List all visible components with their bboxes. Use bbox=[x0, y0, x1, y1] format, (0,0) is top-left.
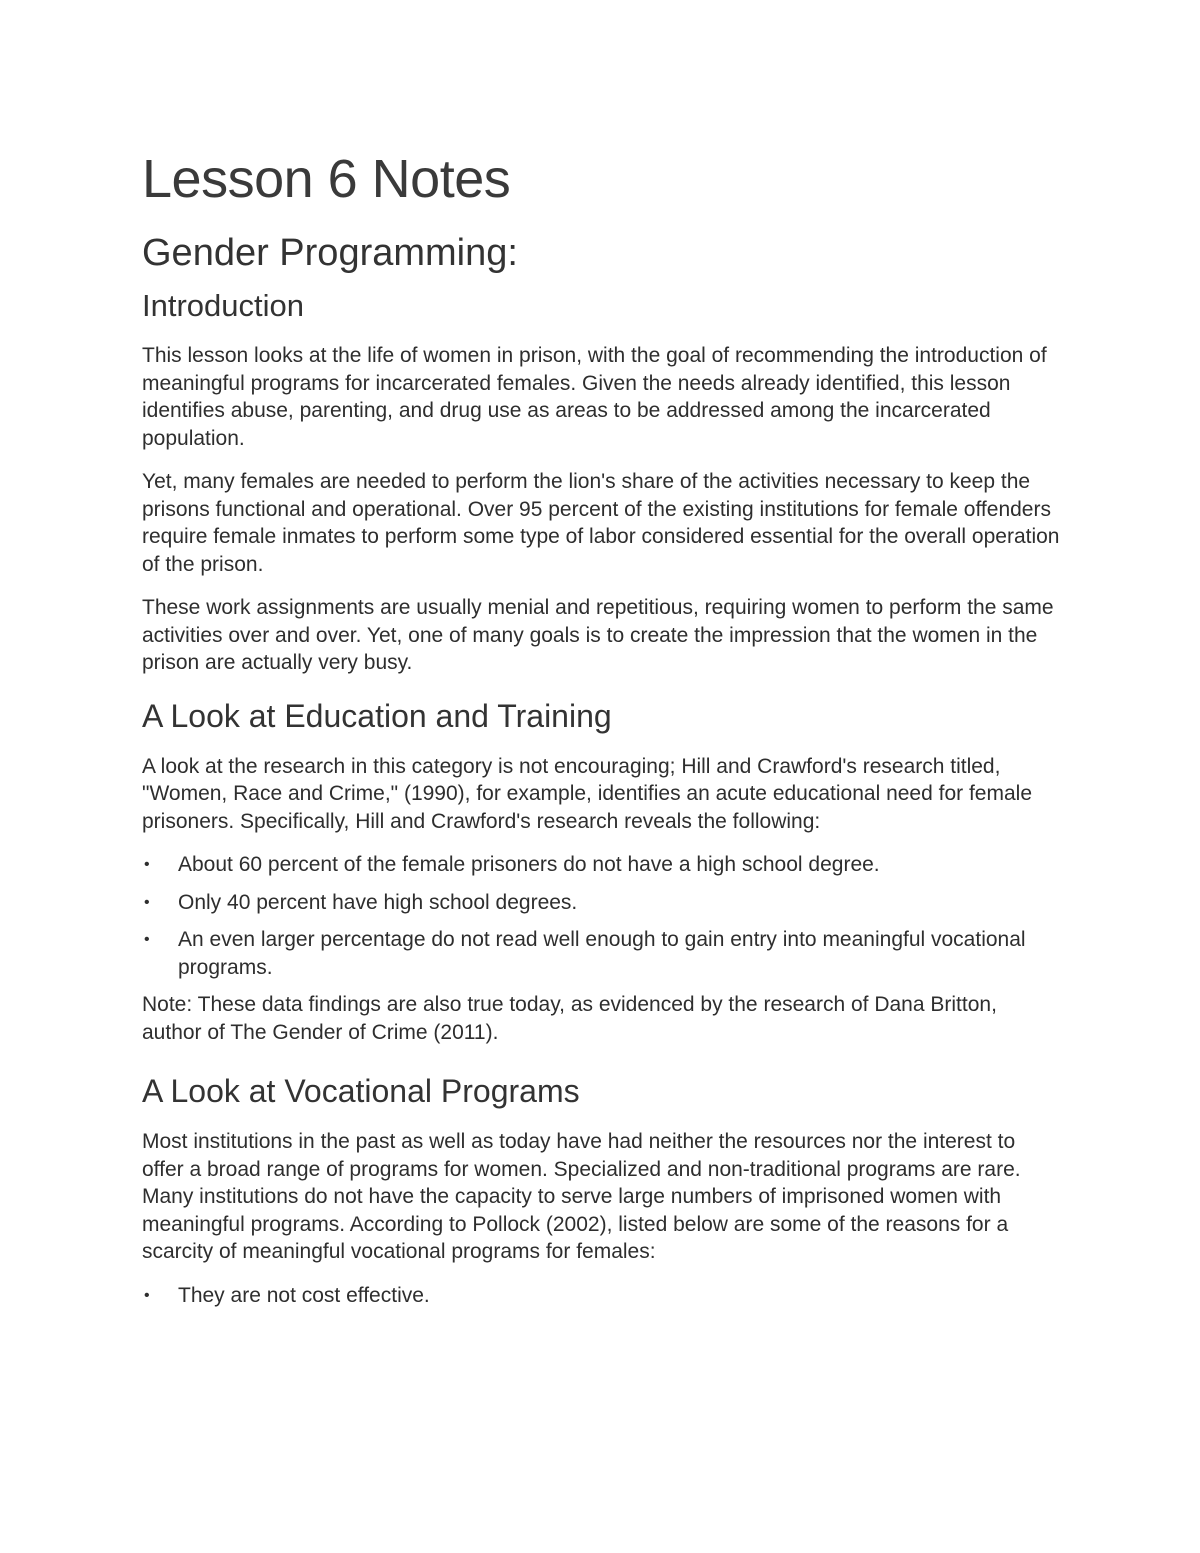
education-heading: A Look at Education and Training bbox=[142, 697, 612, 734]
bullet-icon: • bbox=[144, 856, 150, 873]
document-title: Lesson 6 Notes bbox=[142, 149, 511, 209]
list-item-text: They are not cost effective. bbox=[178, 1283, 430, 1307]
document-page bbox=[142, 148, 1062, 1319]
list-item-text: About 60 percent of the female prisoners do not have a high school degree. bbox=[178, 853, 880, 876]
education-paragraph: A look at the research in this category is not encouraging; Hill and Crawford's research titled, "Women, Race and Crime," (1990), for example, identifies an acute educational need for female prisoners. Specifically, Hill and Crawford's research reveals the following: bbox=[142, 754, 1032, 833]
bullet-icon: • bbox=[144, 893, 150, 911]
list-item-text: An even larger percentage do not read well enough to gain entry into meaningful vocational programs. bbox=[178, 928, 1026, 979]
list-item bbox=[142, 889, 1062, 917]
education-bullet-list bbox=[142, 851, 1062, 981]
intro-paragraph-1: This lesson looks at the life of women in prison, with the goal of recommending the introduction of meaningful programs for incarcerated females. Given the needs already identified, this lesson identifies abuse, parenting, and drug use as areas to be addressed among the incarcerated population. bbox=[142, 344, 1047, 450]
list-item bbox=[142, 851, 1062, 879]
vocational-heading: A Look at Vocational Programs bbox=[142, 1073, 580, 1109]
bullet-icon: • bbox=[144, 1286, 150, 1304]
list-item bbox=[142, 926, 1062, 981]
intro-paragraph-2: Yet, many females are needed to perform the lion's share of the activities necessary to keep the prisons functional and operational. Over 95 percent of the existing institutions for female offenders require female inmates to perform some type of labor considered essential for the overall operation of the prison. bbox=[142, 470, 1060, 576]
section-heading: Gender Programming: bbox=[142, 232, 518, 274]
list-item bbox=[142, 1282, 1062, 1310]
intro-heading: Introduction bbox=[142, 288, 304, 323]
list-item-text: Only 40 percent have high school degrees. bbox=[178, 890, 578, 914]
bullet-icon: • bbox=[144, 931, 150, 948]
education-note: Note: These data findings are also true today, as evidenced by the research of Dana Britton, author of The Gender of Crime (2011). bbox=[142, 993, 997, 1044]
vocational-bullet-list bbox=[142, 1282, 1062, 1310]
vocational-paragraph: Most institutions in the past as well as today have had neither the resources nor the interest to offer a broad range of programs for women. Specialized and non-traditional programs are rare. Many institutions do not have the capacity to serve large numbers of imprisoned women with meaningful programs. According to Pollock (2002), listed below are some of the reasons for a scarcity of meaningful vocational programs for females: bbox=[142, 1130, 1021, 1263]
intro-paragraph-3: These work assignments are usually menial and repetitious, requiring women to perform the same activities over and over. Yet, one of many goals is to create the impression that the women in the prison are actually very busy. bbox=[142, 596, 1054, 674]
